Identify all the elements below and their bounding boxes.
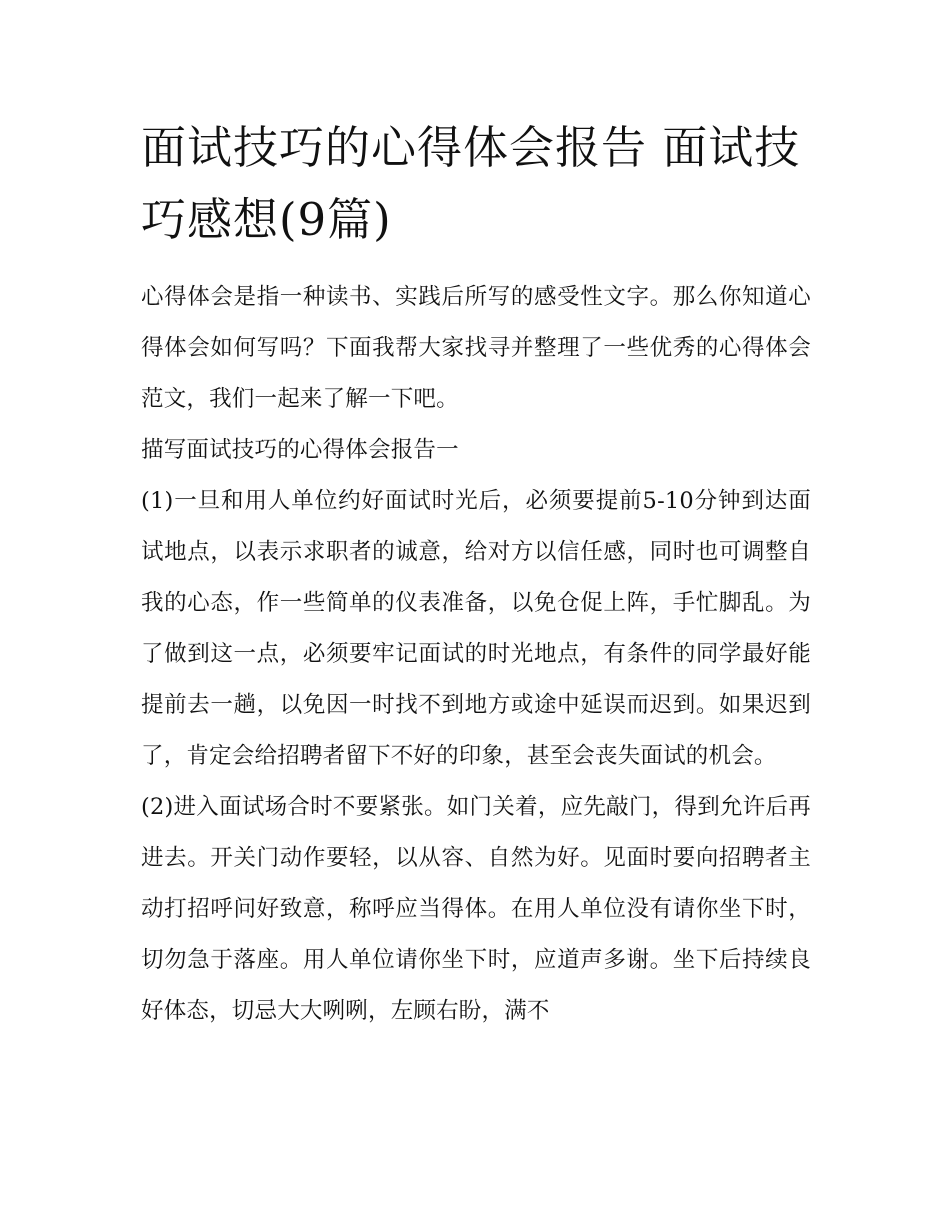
body-paragraph: (2)进入面试场合时不要紧张。如门关着，应先敲门，得到允许后再进去。开关门动作要轻，以从容、自然为好。见面时要向招聘者主动打招呼问好致意，称呼应当得体。在用人单位没有请你坐下时，切勿急于落座。用人单位请你坐下时，应道声多谢。坐下后持续良好体态，切忌大大咧咧，左顾右盼，满不 bbox=[141, 794, 811, 1024]
body-paragraph: (1)一旦和用人单位约好面试时光后，必须要提前5-10分钟到达面试地点，以表示求职者的诚意，给对方以信任感，同时也可调整自我的心态，作一些简单的仪表准备，以免仓促上阵，手忙脚乱。为了做到这一点，必须要牢记面试的时光地点，有条件的同学最好能提前去一趟，以免因一时找不到地方或途中延误而迟到。如果迟到了，肯定会给招聘者留下不好的印象，甚至会丧失面试的机会。 bbox=[141, 488, 811, 769]
document-title: 面试技巧的心得体会报告 面试技巧感想(9篇) bbox=[141, 121, 801, 246]
document-body bbox=[141, 272, 811, 1037]
intro-paragraph: 心得体会是指一种读书、实践后所写的感受性文字。那么你知道心得体会如何写吗？下面我帮大家找寻并整理了一些优秀的心得体会范文，我们一起来了解一下吧。 bbox=[141, 284, 811, 412]
section-heading: 描写面试技巧的心得体会报告一 bbox=[141, 437, 459, 463]
document-page bbox=[141, 112, 811, 1037]
